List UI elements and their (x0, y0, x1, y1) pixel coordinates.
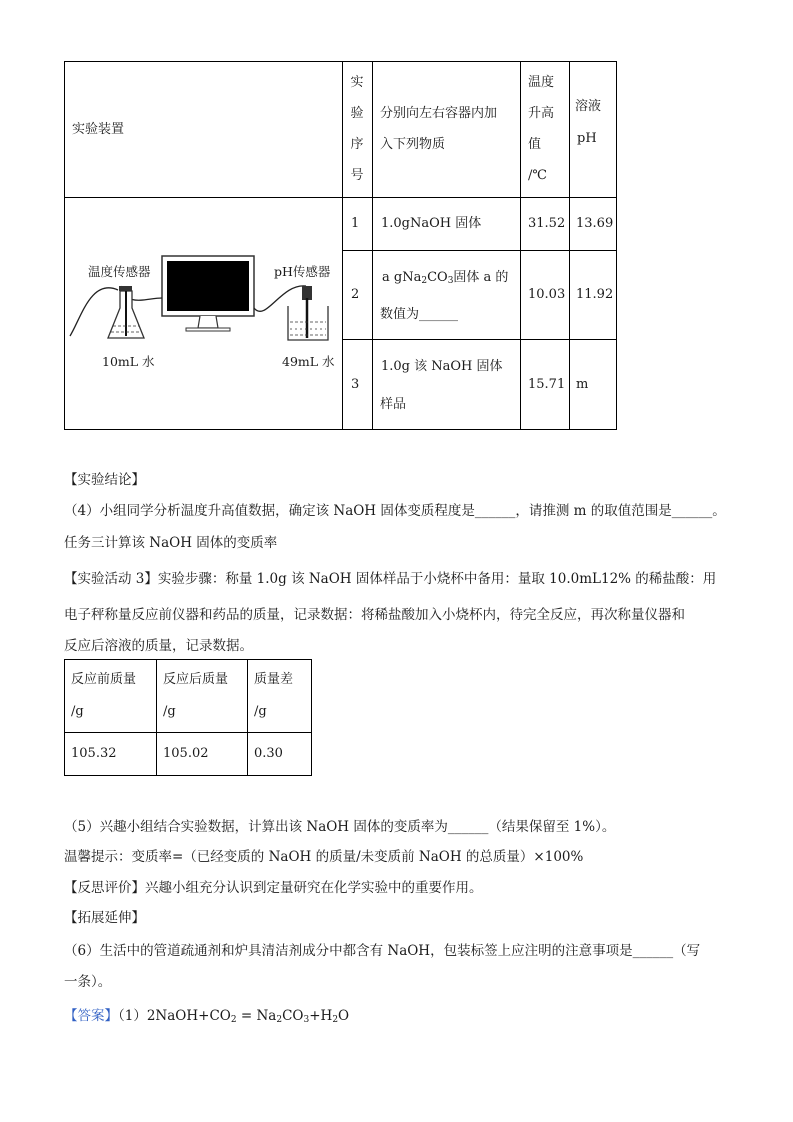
conclusion-title: 【实验结论】 (64, 472, 145, 488)
reflection: 【反思评价】兴趣小组充分认识到定量研究在化学实验中的重要作用。 (64, 880, 483, 896)
left-water-label: 10mL 水 (102, 354, 155, 369)
header-substance-line2: 入下列物质 (380, 137, 446, 152)
answer-number: （1） (118, 1008, 147, 1024)
extension-title: 【拓展延伸】 (64, 910, 145, 926)
header-apparatus: 实验装置 (72, 122, 125, 137)
question-6-line1: （6）生活中的管道疏通剂和炉具清洁剂成分中都含有 NaOH，包装标签上应注明的注意事项是______（写 (64, 943, 701, 959)
row2-ph: 11.92 (576, 287, 614, 302)
question-5: （5）兴趣小组结合实验数据，计算出该 NaOH 固体的变质率为______（结果保留至 1%）。 (64, 819, 616, 835)
row2-substance-line1: a $gNa_2CO_3$固体 a 的 (382, 270, 509, 286)
row2-temp: 10.03 (528, 287, 566, 302)
monitor-icon (162, 256, 254, 331)
row2-substance-line2: 数值为______ (380, 307, 459, 322)
row3-temp: 15.71 (528, 377, 566, 392)
mass-header-diff-unit: /g (254, 704, 267, 719)
header-temp-1: 温度 (528, 75, 555, 90)
task-3: 任务三计算该 NaOH 固体的变质率 (64, 535, 278, 551)
row3-substance-line1: 1.0g 该 NaOH 固体 (381, 359, 503, 374)
mass-value-after: 105.02 (163, 746, 209, 761)
mass-value-diff: 0.30 (254, 746, 283, 761)
answer-line (64, 1004, 349, 1025)
mass-header-diff: 质量差 (254, 672, 294, 687)
header-seq-2: 验 (350, 106, 364, 121)
answer-tag: 【答案】 (64, 1008, 118, 1024)
header-ph-1: 溶液 (575, 99, 602, 114)
row3-seq: 3 (351, 377, 360, 392)
row1-substance: 1.0gNaOH 固体 (381, 216, 482, 231)
header-temp-4: /℃ (528, 168, 547, 183)
activity-3-line3: 反应后溶液的质量，记录数据。 (64, 638, 253, 654)
row2-seq: 2 (351, 287, 360, 302)
apparatus-diagram (66, 198, 342, 428)
header-temp-2: 升高 (528, 106, 555, 121)
row3-ph: m (576, 377, 589, 392)
header-temp-3: 值 (528, 137, 542, 152)
right-water-label: 49mL 水 (282, 354, 335, 369)
row3-substance-line2: 样品 (380, 397, 407, 412)
header-substance-line1: 分别向左右容器内加 (380, 106, 498, 121)
mass-value-before: 105.32 (71, 746, 117, 761)
answer-equation: $2NaOH+CO_2 = Na_2CO_3+H_2O$ (146, 1008, 350, 1025)
activity-3-line2: 电子秤称量反应前仪器和药品的质量，记录数据：将稀盐酸加入小烧杯内，待完全反应，再次称量仪器和 (64, 607, 685, 623)
row1-temp: 31.52 (528, 216, 566, 231)
header-seq-4: 号 (350, 168, 364, 183)
question-6-line2: 一条）。 (64, 974, 112, 990)
mass-header-before: 反应前质量 (71, 672, 137, 687)
header-seq-3: 序 (350, 137, 364, 152)
mass-header-after-unit: /g (163, 704, 176, 719)
question-4: （4）小组同学分析温度升高值数据，确定该 NaOH 固体变质程度是______，请推测 m 的取值范围是______。 (64, 503, 726, 519)
mass-header-before-unit: /g (71, 704, 84, 719)
beaker-icon (288, 286, 328, 340)
header-seq-1: 实 (350, 75, 364, 90)
row1-seq: 1 (351, 216, 360, 231)
mass-header-after: 反应后质量 (163, 672, 229, 687)
flask-icon (108, 286, 144, 338)
mass-table (64, 659, 312, 776)
hint: 温馨提示：变质率=（已经变质的 NaOH 的质量/未变质前 NaOH 的总质量）×100% (64, 849, 584, 865)
row1-ph: 13.69 (576, 216, 614, 231)
activity-3-line1: 【实验活动 3】实验步骤：称量 1.0g 该 NaOH 固体样品于小烧杯中备用：量取 10.0mL12% 的稀盐酸：用 (64, 571, 717, 587)
ph-sensor-label: pH传感器 (274, 264, 331, 279)
temp-sensor-label: 温度传感器 (88, 264, 151, 279)
header-ph-2: pH (577, 131, 597, 146)
